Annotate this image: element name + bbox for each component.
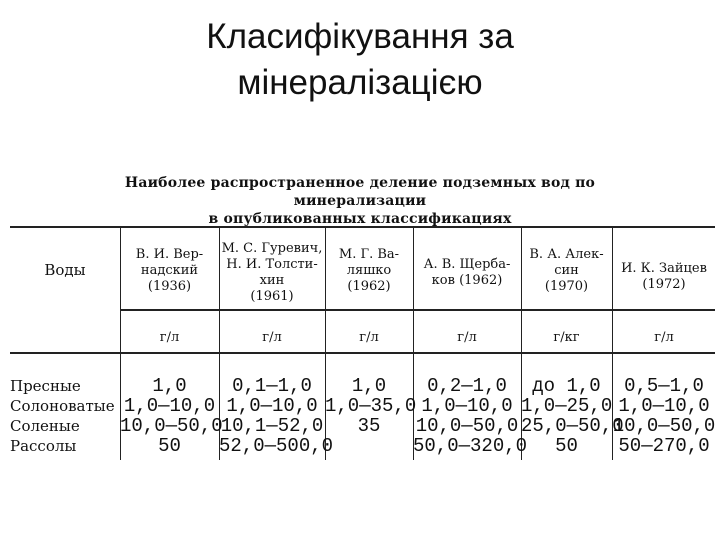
table-cell: 52,0—500,0 [219, 435, 334, 457]
slide-title-line-2: мінералізацією [237, 63, 483, 102]
table-title-line-1: Наиболее распространенное деление подземных вод по минерализации [124, 175, 596, 209]
table-cell: 10,0—50,0 [612, 415, 716, 437]
column-header-line: (1970) [544, 279, 589, 294]
column-header-vernadsky [120, 247, 219, 295]
column-header-zaitsev [612, 261, 716, 293]
table-title-line-2: в опубликованных классификациях [208, 211, 512, 227]
column-header-line: ляшко [346, 263, 392, 278]
unit-label: г/л [457, 330, 477, 345]
table-cell: 1,0 [152, 375, 187, 397]
slide-title-line-1: Класифікування за [206, 17, 514, 56]
table-cell: 1,0—10,0 [618, 395, 710, 417]
table-cell: 50,0—320,0 [413, 435, 528, 457]
column-header-shcherbakov [413, 257, 521, 289]
column-header-line: хин [259, 273, 285, 288]
column-header-line: (1961) [250, 289, 294, 304]
unit-label: г/л [359, 330, 379, 345]
column-header-line: М. С. Гуревич, [221, 241, 323, 256]
column-header-aleksin [521, 247, 612, 295]
table-cell: 10,0—50,0 [415, 415, 519, 437]
table-top-rule [10, 226, 715, 228]
unit-label: г/л [262, 330, 282, 345]
table-cell: 10,0—50,0 [120, 415, 223, 437]
column-header-line: Н. И. Толсти- [226, 257, 318, 272]
column-header-valyashko [325, 247, 413, 295]
column-header-line: (1962) [347, 279, 391, 294]
row-label-brackish: Солоноватые [10, 397, 115, 415]
row-label-saline: Соленые [10, 417, 80, 435]
table-cell: 1,0—10,0 [421, 395, 513, 417]
column-header-line: В. А. Алек- [529, 247, 604, 262]
unit-label: г/л [654, 330, 674, 345]
column-header-line: И. К. Зайцев [621, 261, 707, 276]
units-bottom-rule [10, 352, 715, 354]
table-cell: 1,0—35,0 [325, 395, 417, 417]
table-cell: 1,0 [351, 375, 387, 397]
table-cell: 1,0—10,0 [226, 395, 318, 417]
table-title [60, 174, 660, 228]
column-header-line: ков (1962) [431, 273, 503, 288]
column-header-line: (1972) [642, 277, 686, 292]
table-cell: 35 [357, 415, 381, 437]
table-cell: 1,0—25,0 [521, 395, 613, 417]
table-cell: 10,1—52,0 [220, 415, 324, 437]
column-header-line: син [554, 263, 579, 278]
unit-label: г/л [159, 330, 180, 345]
column-header-line: (1936) [147, 279, 192, 294]
row-header-label: Воды [44, 261, 86, 279]
table-cell: до 1,0 [532, 375, 601, 397]
column-header-gurevich [219, 241, 325, 305]
column-header-line: В. И. Вер- [135, 247, 204, 262]
column-header-line: М. Г. Ва- [338, 247, 400, 262]
row-label-fresh: Пресные [10, 377, 81, 395]
table-cell: 1,0—10,0 [123, 395, 216, 417]
table-cell: 0,5—1,0 [624, 375, 704, 397]
column-header-line: А. В. Щерба- [423, 257, 511, 272]
table-cell: 50 [555, 435, 578, 457]
table-cell: 0,1—1,0 [232, 375, 312, 397]
table-cell: 50—270,0 [618, 435, 710, 457]
table-cell: 25,0—50,0 [521, 415, 624, 437]
header-bottom-rule [120, 309, 715, 311]
table-cell: 50 [158, 435, 181, 457]
column-header-line: надский [140, 263, 199, 278]
slide-title [0, 14, 720, 106]
row-label-brines: Рассолы [10, 437, 77, 455]
table-cell: 0,2—1,0 [427, 375, 507, 397]
unit-label: г/кг [553, 330, 580, 345]
